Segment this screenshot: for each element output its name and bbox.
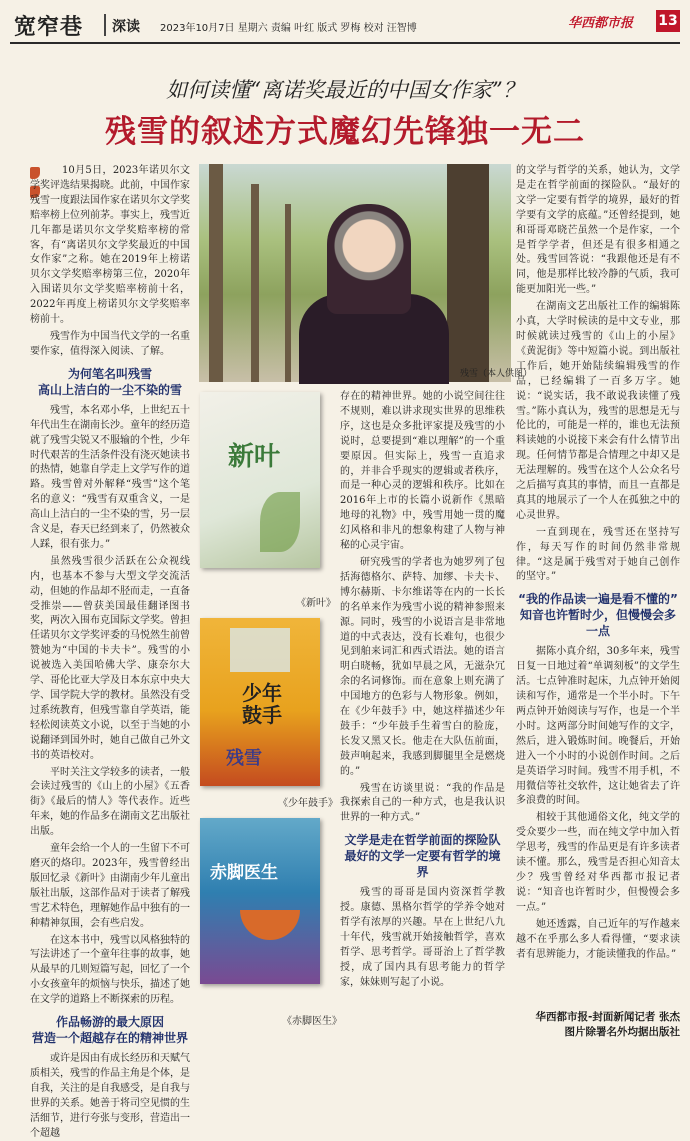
book-2-caption: 《少年鼓手》 [278,798,338,809]
paragraph: 在湖南文艺出版社工作的编辑陈小真，大学时候读的是中文专业，那时候就读过残雪的《山上的小屋》《黄泥街》等中短篇小说。到出版社工作后，她开始陆续编辑残雪的作品，已经编辑了一百多万字。她说：“说实话，我不敢说我读懂了残雪。”陈小真认为，残雪的思想是无与伦比的，可能是一样的，谁也无法预料读她的小说接下来会有什么情节出现。任何情节都是合情理之中却又是无法理解的。残雪在这个人公众名号之后描写真其的事情，而且一直都是真其的地展示了一个人在孤独之中的心灵世界。 [516,301,680,521]
paragraph: 的文学与哲学的关系，她认为，文学是走在哲学前面的探险队。“最好的文学一定要有哲学的境界，最好的哲学要有文学的底蕴。”还曾经提到，她和哥哥邓晓芒虽然一个是作家，一个是哲学学者，但还是有很多相通之处。残雪回答说：“我跟他还是有不同，他是那样比较冷静的气质，我可能更加阳光一些。” [516,165,680,296]
header-divider [104,14,106,36]
book-cover-chijiao-yisheng [200,818,320,984]
book-3-title: 赤脚医生 [210,863,278,883]
column-3 [340,390,505,1044]
credit-line-2: 图片除署名外均据出版社 [564,1026,680,1038]
paragraph: 存在的精神世界。她的小说空间往往不规则，难以讲求现实世界的思维秩序，这也是众多批评家提及残雪的小说时，总要提到“难以理解”的一个重要原因。但实际上，残雪一直追求的，并非合乎现实的逻辑或者秩序，而是一种心灵的逻辑和秩序。比如在2016年上市的长篇小说新作《黑暗地母的礼物》中，残雪用她一贯的魔幻风格和非凡的想象构建了人物与神秘的心灵宇宙。 [340,391,505,552]
section-2-title [340,832,505,880]
section-1-title-line-2: 高山上洁白的一尘不染的雪 [37,382,182,397]
header-rule [10,42,680,44]
newspaper-logo: 华西都市报 [568,16,634,31]
page-number: 13 [656,10,680,32]
paragraph: 一直到现在，残雪还在坚持写作，每天写作的时间仍然非常规律。“这是属于残雪对于她自己创作的坚守。” [516,526,680,583]
column-4 [516,164,680,1004]
leaf-illustration [260,492,300,552]
paragraph: 研究残雪的学者也为她罗列了包括海德格尔、萨特、加缪、卡夫卡、博尔赫斯、卡尔维诺等在内的一长长的名单来作为残雪小说的精神参照来源。同时，残雪的小说语言是非常地道的中式表达，没有长难句，也很少见到舶来词汇和西式语法。她的语言明白晓畅，犹如早晨之风，无滋杂冗余的名词修饰。而在意象上则充满了中国地方的色彩与人物形象。例如，在《少年鼓手》中，她这样描述少年鼓手：“少年鼓手生着雪白的脸庞，长发又黑又长。他走在大队伍前面，鼓声响起来，我感到脚腿里全是燃烧的。” [340,556,505,777]
column-1 [30,164,190,1139]
article-credit [500,1010,680,1040]
intro-paragraph: 残雪作为中国当代文学的一名重要作家，值得深入阅读、了解。 [30,330,190,357]
section-4-title-line-2: 知音也许暂时少，但慢慢会多一点 [519,608,676,639]
paragraph: 童年会给一个人的一生留下不可磨灭的烙印。2023年，残雪曾经出版回忆录《新叶》由湖南少年儿童出版社出版，这部作品对于读者了解残雪艺术特色，理解她作品中独有的一种精神氛围，会有些启发。 [30,843,190,929]
section-4-title-line-1: “我的作品读一遍是看不懂的” [518,592,678,607]
section-3-title [30,1014,190,1046]
page-header [0,0,690,46]
book-2-title-a: 少年 [242,681,282,705]
paragraph: 相较于其他通俗文化，纯文学的受众要少一些，而在纯文学中加入哲学思考，残雪的作品更是有许多读者读不懂。那么，残雪是否担心知音太少？残雪曾经对华西都市报记者说：“知音也许暂时少，但慢慢会多一点。” [516,812,680,913]
paragraph: 或许是因由有成长经历和天赋气质相关，残雪的作品主角是个体，是自我，关注的是自我感受，是自我与世界的关系。她善于将司空见惯的生活细节，进行夸张与变形，营造出一个超越 [30,1053,190,1139]
book-cover-shaonian-gushou [200,618,320,786]
section-3-title-line-2: 营造一个超越存在的精神世界 [31,1031,188,1046]
section-4-title [516,591,680,639]
book-2-title [242,682,282,726]
paragraph: 残雪在访谈里说：“我的作品是我探索自己的一种方式，也是我认识世界的一种方式。” [340,782,505,824]
photo-caption: 残雪（本人供图） [460,369,533,379]
cover-band [230,628,290,672]
credit-line-1: 华西都市报-封面新闻记者 张杰 [535,1011,680,1023]
book-2-title-b: 鼓手 [242,703,282,727]
section-3-title-line-1: 作品畅游的最大原因 [55,1015,164,1030]
boat-illustration [240,910,300,940]
paragraph: 她还透露，自己近年的写作越来越不在乎那么多人看得懂，“要求读者有思辨能力，才能读懂我的作品。” [516,918,680,960]
book-2-author: 残雪 [226,748,262,769]
paragraph: 据陈小真介绍，30多年来，残雪日复一日地过着“单调刻板”的文学生活。七点钟准时起床，九点钟开始阅读和写作，通常是一个半小时。下午两点钟开始阅读与写作，也是一个半小时。这两部分时间她写作的文字，然后，进入锻炼时间。晚餐后，开始进入一个小时的小说创作时间。之后是英语学习时间。残雪不用手机，不用微信等社交软件，这让她省去了许多浪费的时间。 [516,646,680,807]
section-name: 深读 [112,19,140,35]
section-2-title-line-2: 最好的文学一定要有哲学的境界 [344,849,501,880]
paragraph: 残雪的哥哥是国内资深哲学教授。康德、黑格尔哲学的学养令她对哲学有浓厚的兴趣。早在上世纪八九十年代，残雪就开始接触哲学，喜欢哲学、思考哲学。哥哥治上了哲学教授，成了国内具有思考能力的哲学家，妹妹则写起了小说。 [340,887,505,988]
book-3-caption: 《赤脚医生》 [282,1016,342,1027]
paragraph: 虽然残雪很少活跃在公众视线内，也基本不参与大型文学交流活动，但她的作品却不胫而走，一直备受推崇——曾获美国最佳翻译图书奖，两次入围布克国际文学奖。曾担任诺贝尔文学奖评委的马悦然生前曾赞她为“中国的卡夫卡”。残雪的小说被选入美国哈佛大学、康奈尔大学、哥伦比亚大学及日本东京中央大学、国学院大学的教材。虽然没有受过系统教育，但残雪靠自学英语，能轻松阅读英文小说，以至于当她的小说翻译到国外时，她自己做自己外文书的英语校对。 [30,555,190,761]
lead-paragraph: 10月5日，2023年诺贝尔文学奖评选结果揭晓。此前，中国作家残雪一度跟法国作家在诺贝尔文学奖赔率榜上位列前茅。事实上，残雪近几年都是诺贝尔文学奖赔率榜的常客，有“离诺贝尔文学奖最近的中国女作家”之称。她在2019年上榜诺贝尔文学奖赔率榜第三位，2020年入围诺贝尔文学奖赔率榜前十名，2022年再度上榜诺贝尔文学奖赔率榜前十。 [30,165,190,326]
section-1-title-line-1: 为何笔名叫残雪 [67,366,152,381]
paragraph: 在这本书中，残雪以风格独特的写法讲述了一个童年往事的故事，她从最早的几则短篇写起，回忆了一个小女孩童年的烦恼与快乐，描述了她在文学的道路上不断探索的历程。 [30,934,190,1006]
paragraph: 残雪，本名邓小华，上世纪五十年代出生在湖南长沙。童年的经历造就了残雪尖锐又不服输的个性，少年时代艰苦的生活条件没有浇灭她读书的热情，她靠自学走上文学写作的道路。残雪曾对外解释“残雪”这个笔名的意义：“残雪有双重含义，一是高山上洁白的一尘不染的雪，另一层含义是，春天已经到来了，仍然被众人踩，很有张力。” [30,404,190,550]
author-photo [199,164,511,382]
article-title: 残雪的叙述方式魔幻先锋独一无二 [105,114,585,150]
book-1-caption: 《新叶》 [296,598,336,609]
book-1-title: 新叶 [228,442,281,472]
article-subtitle: 如何读懂“离诺奖最近的中国女作家”？ [166,78,524,102]
column-name: 宽窄巷 [14,14,84,40]
paragraph: 平时关注文学较多的读者，一般会读过残雪的《山上的小屋》《五香街》《最后的情人》等代表作。近些年来，她的作品多在湖南文艺出版社出版。 [30,766,190,838]
book-cover-xinye [200,392,320,568]
section-1-title [30,366,190,398]
issue-meta: 2023年10月7日 星期六 责编 叶红 版式 罗梅 校对 汪智博 [160,23,417,34]
section-2-title-line-1: 文学是走在哲学前面的探险队 [344,833,501,848]
